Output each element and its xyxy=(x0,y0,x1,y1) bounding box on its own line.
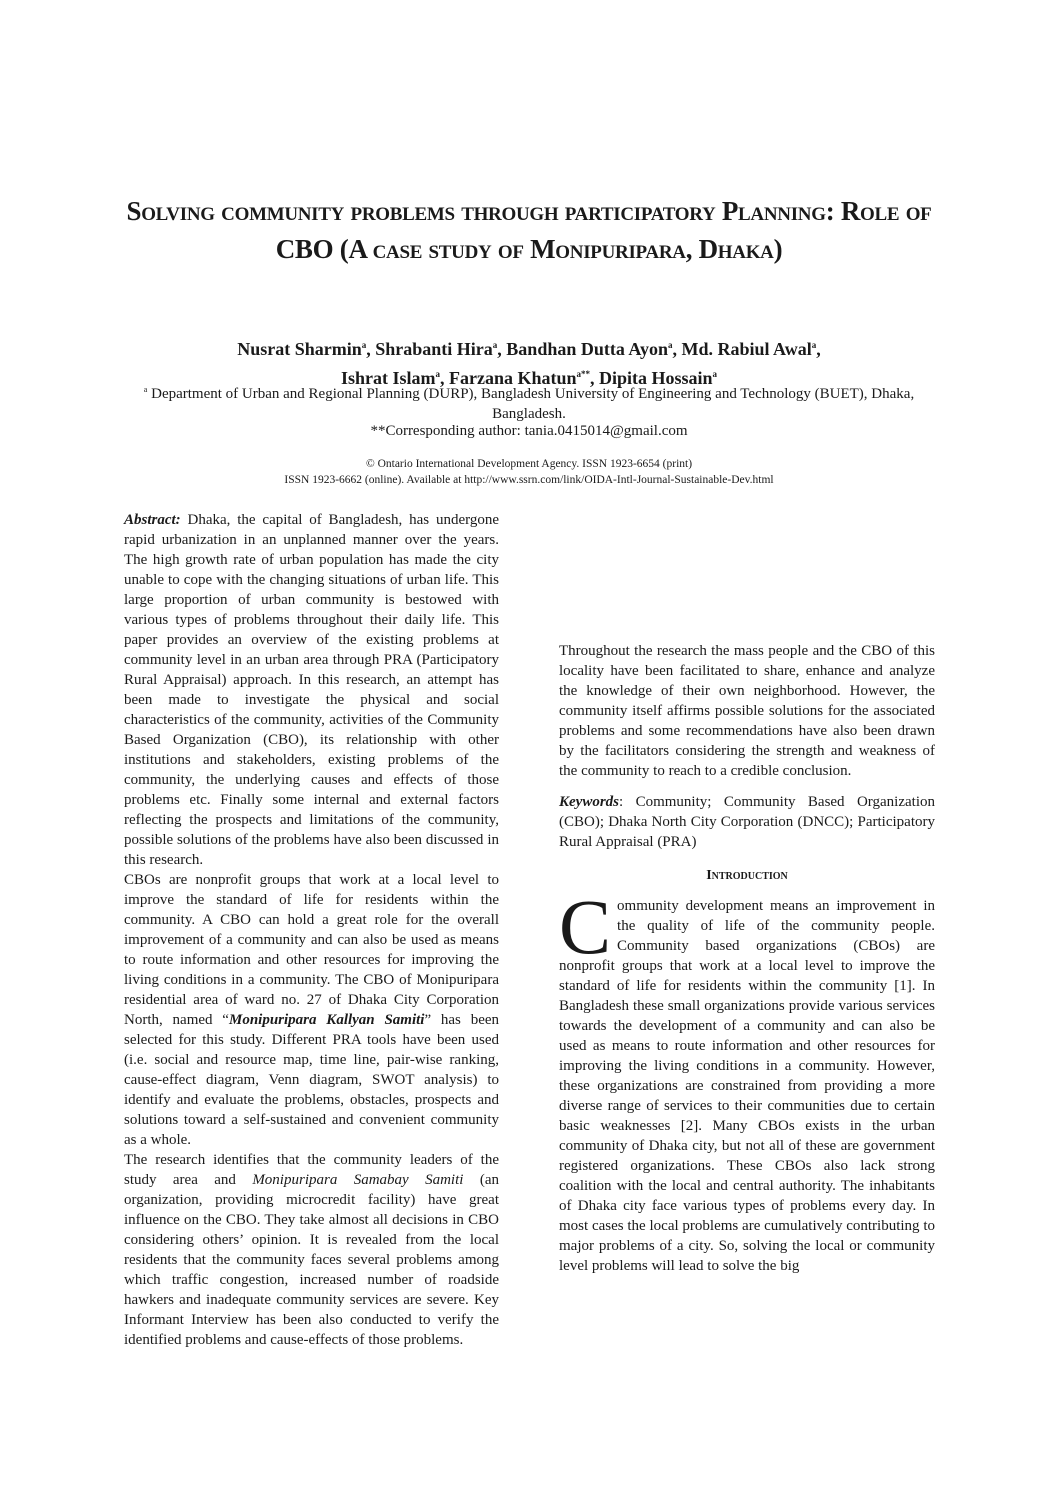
abstract-text: Dhaka, the capital of Bangladesh, has undergone rapid urbanization in an unplanned manner over the years. The high growth rate of urban population has made the city unable to cope with the changing situations of urban life. This large proportion of urban community is bestowed with various types of problems throughout their daily life. This paper provides an overview of the existing problems at community level in an urban area through PRA (Participatory Rural Appraisal) approach. In this research, an attempt has been made to investigate the physical and social characteristics of the community, activities of the Community Based Organization (CBO), its relationship with other institutions and stakeholders, existing problems of the community, the underlying causes and effects of those problems etc. Finally some internal and external factors reflecting the prospects and limitations of the community, possible solutions of the problems have also been discussed in this research. xyxy=(124,512,499,868)
affiliation-mark: a xyxy=(492,340,498,350)
affiliation-mark: a xyxy=(712,369,718,379)
left-column xyxy=(124,510,499,1350)
author-name: Ishrat Islam xyxy=(340,368,436,388)
author-name: Farzana Khatun xyxy=(448,368,577,388)
author-name: Nusrat Sharmin xyxy=(237,339,362,359)
abstract-text: CBOs are nonprofit groups that work at a local level to improve the standard of life for residents within the community. A CBO can hold a great role for the overall improvement of a community and can also be used as means to route information and other resources for improving the living conditions in a community. The CBO of Monipuripara residential area of ward no. 27 of Dhaka City Corporation North, named “ xyxy=(124,872,499,1028)
introduction-text: ommunity development means an improvement in the quality of life of the community people. Community based organizations (CBOs) are nonprofit groups that work at a local level to improve the standard of life for residents within the community [1]. In Bangladesh these small organizations provide various services towards the development of a community and can also be used as means to route information and other resources for improving the living conditions in a community. However, these organizations are constrained from providing a more diverse range of services to their communities due to certain basic weaknesses [2]. Many CBOs exists in the urban community of Dhaka city, but not all of these are government registered organizations. These CBOs also lack strong coalition with the local and central authority. The inhabitants of Dhaka city face various types of problems every day. In most cases the local problems are cumulatively contributing to major problems of a city. So, solving the local or community level problems will lead to solve the big xyxy=(559,898,935,1274)
affiliation-text: Department of Urban and Regional Planning (DURP), Bangladesh University of Engineering and Technology (BUET), Dhaka, Bangladesh. xyxy=(151,386,915,422)
abstract-text: (an organization, providing microcredit facility) have great influence on the CBO. They take almost all decisions in CBO considering others’ opinion. It is revealed from the local residents that the community faces several problems among which traffic congestion, increased number of roadside hawkers and inadequate community services are severe. Key Informant Interview has been also conducted to verify the identified problems and cause-effects of those problems. xyxy=(124,1172,499,1348)
abstract-paragraph xyxy=(124,510,499,870)
author-name: Md. Rabiul Awal xyxy=(681,339,812,359)
introduction-paragraph xyxy=(559,883,935,1276)
author-name: Shrabanti Hira xyxy=(375,339,493,359)
affiliation-mark: a xyxy=(668,340,673,350)
affiliation-mark: a xyxy=(143,385,148,394)
author-name: Bandhan Dutta Ayon xyxy=(506,339,669,359)
affiliation-mark: a xyxy=(361,340,367,350)
section-heading-introduction: Introduction xyxy=(706,868,788,883)
affiliation-mark: a** xyxy=(576,369,590,379)
issn-link-line[interactable]: ISSN 1923-6662 (online). Available at http://www.ssrn.com/link/OIDA-Intl-Journal-Sustainable-Dev.html xyxy=(284,474,774,486)
author-name: Dipita Hossain xyxy=(599,368,713,388)
organization-name: Monipuripara Samabay Samiti xyxy=(252,1172,464,1188)
cbo-name: Monipuripara Kallyan Samiti xyxy=(228,1012,425,1028)
copyright-notice xyxy=(100,456,958,488)
abstract-text: The research identifies that the community leaders of the study area and xyxy=(124,1152,499,1188)
keywords-text: : Community; Community Based Organization (CBO); Dhaka North City Corporation (DNCC); Participatory Rural Appraisal (PRA) xyxy=(559,794,935,850)
abstract-text: ” has been selected for this study. Different PRA tools have been used (i.e. social and resource map, time line, pair-wise ranking, cause-effect diagram, Venn diagram, SWOT analysis) to identify and evaluate the problems, obstacles, prospects and solutions toward a self-sustained and convenient community as a whole. xyxy=(124,1012,500,1148)
copyright-line: © Ontario International Development Agency. ISSN 1923-6654 (print) xyxy=(365,458,693,470)
affiliation-mark: a xyxy=(811,340,817,350)
affiliation xyxy=(120,380,938,424)
keywords-label: Keywords xyxy=(559,794,619,810)
affiliation-mark: a xyxy=(435,369,440,379)
abstract-paragraph xyxy=(124,870,499,1150)
paper-title: Solving community problems through participatory Planning: Role of CBO (A case study of Monipuripara, Dhaka) xyxy=(126,196,932,264)
abstract-paragraph: Throughout the research the mass people and the CBO of this locality have been facilitated to share, enhance and analyze the knowledge of their own neighborhood. However, the community itself affirms possible solutions for the associated problems and some recommendations have also been drawn by the facilitators considering the strength and weakness of the community to reach to a credible conclusion. xyxy=(559,643,935,779)
corresponding-author[interactable]: **Corresponding author: tania.0415014@gmail.com xyxy=(370,423,688,439)
keywords xyxy=(559,792,935,852)
drop-cap: C xyxy=(559,883,612,970)
author-list: Nusrat Sharmin$^a$, Shrabanti Hira$^a$, Bandhan Dutta Ayon$^a$, Md. Rabiul Awal$^a$, Ishrat Islam$^a$, Farzana Khatun$^{a**}$, Dipita Hossain$^a$ xyxy=(237,339,821,388)
abstract-paragraph xyxy=(124,1150,499,1350)
abstract-label: Abstract: xyxy=(124,512,181,528)
right-column xyxy=(559,510,935,1276)
